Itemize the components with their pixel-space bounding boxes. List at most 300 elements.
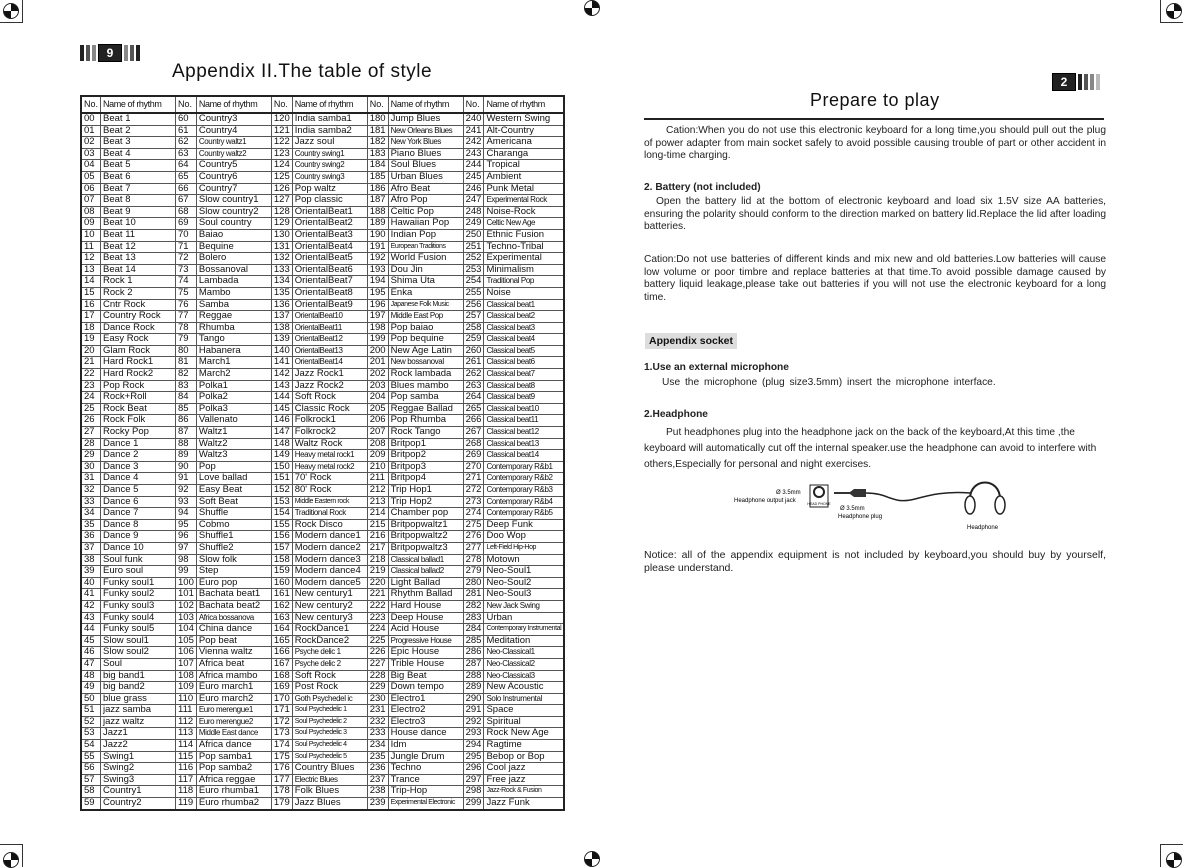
style-number-cell: 14 (81, 276, 101, 288)
style-number-cell: 154 (271, 508, 292, 520)
registration-mark-bottom (584, 851, 600, 867)
style-number-cell: 247 (463, 195, 484, 207)
style-number-cell: 285 (463, 635, 484, 647)
style-name-cell: Techno (388, 763, 463, 775)
style-name-cell: Western Swing (484, 113, 564, 125)
style-name-cell: OrientalBeat9 (292, 299, 367, 311)
style-name-cell: Pop bequine (388, 334, 463, 346)
style-number-cell: 95 (176, 519, 197, 531)
style-name-cell: World Fusion (388, 253, 463, 265)
style-name-cell: Contemporary Instrumental (484, 624, 564, 636)
style-number-cell: 101 (176, 589, 197, 601)
style-name-cell: Alt-Country (484, 125, 564, 137)
style-name-cell: Funky soul5 (101, 624, 176, 636)
style-name-cell: Experimental Electronic (388, 798, 463, 810)
style-name-cell: Doo Wop (484, 531, 564, 543)
style-name-cell: Solo Instrumental (484, 693, 564, 705)
style-name-cell: Modern dance1 (292, 531, 367, 543)
style-number-cell: 88 (176, 438, 197, 450)
style-number-cell: 83 (176, 380, 197, 392)
style-name-cell: Classical beat7 (484, 369, 564, 381)
style-number-cell: 32 (81, 485, 101, 497)
style-name-cell: Africa reggae (196, 774, 271, 786)
style-name-cell: Beat 2 (101, 125, 176, 137)
style-name-cell: Ragtime (484, 740, 564, 752)
style-name-cell: Classical beat1 (484, 299, 564, 311)
style-name-cell: Celtic Pop (388, 206, 463, 218)
style-number-cell: 185 (367, 171, 388, 183)
style-number-cell: 228 (367, 670, 388, 682)
style-number-cell: 77 (176, 311, 197, 323)
style-number-cell: 231 (367, 705, 388, 717)
table-row (81, 229, 564, 241)
style-name-cell: Dance 10 (101, 542, 176, 554)
style-number-cell: 169 (271, 682, 292, 694)
style-name-cell: Dance 7 (101, 508, 176, 520)
style-number-cell: 162 (271, 600, 292, 612)
style-name-cell: Bossanoval (196, 264, 271, 276)
style-name-cell: Country Rock (101, 311, 176, 323)
style-name-cell: March1 (196, 357, 271, 369)
style-number-cell: 222 (367, 600, 388, 612)
style-name-cell: Classical beat10 (484, 403, 564, 415)
style-name-cell: Beat 10 (101, 218, 176, 230)
style-name-cell: Beat 13 (101, 253, 176, 265)
style-name-cell: Pop beat (196, 635, 271, 647)
style-number-cell: 23 (81, 380, 101, 392)
style-name-cell: New century2 (292, 600, 367, 612)
style-number-cell: 06 (81, 183, 101, 195)
style-name-cell: Psyche delic 1 (292, 647, 367, 659)
style-name-cell: Slow country1 (196, 195, 271, 207)
style-number-cell: 263 (463, 380, 484, 392)
style-number-cell: 233 (367, 728, 388, 740)
headphone-cable (866, 492, 970, 500)
style-name-cell: Britpopwaltz1 (388, 519, 463, 531)
style-number-cell: 90 (176, 461, 197, 473)
style-number-cell: 124 (271, 160, 292, 172)
style-number-cell: 186 (367, 183, 388, 195)
style-number-cell: 282 (463, 600, 484, 612)
style-number-cell: 278 (463, 554, 484, 566)
style-number-cell: 28 (81, 438, 101, 450)
style-number-cell: 292 (463, 716, 484, 728)
style-name-cell: Classical beat9 (484, 392, 564, 404)
style-number-cell: 145 (271, 403, 292, 415)
style-number-cell: 246 (463, 183, 484, 195)
style-number-cell: 103 (176, 612, 197, 624)
style-name-cell: Pop baiao (388, 322, 463, 334)
table-row (81, 612, 564, 624)
style-number-cell: 113 (176, 728, 197, 740)
style-name-cell: Country6 (196, 171, 271, 183)
style-number-cell: 297 (463, 774, 484, 786)
style-name-cell: Britpopwaltz2 (388, 531, 463, 543)
style-name-cell: Shuffle1 (196, 531, 271, 543)
table-row (81, 183, 564, 195)
appendix-socket-heading: Appendix socket (645, 333, 737, 349)
style-number-cell: 249 (463, 218, 484, 230)
style-name-cell: Classical beat11 (484, 415, 564, 427)
style-number-cell: 281 (463, 589, 484, 601)
style-name-cell: Step (196, 566, 271, 578)
table-row (81, 241, 564, 253)
style-name-cell: Pop samba2 (196, 763, 271, 775)
style-name-cell: Celtic New Age (484, 218, 564, 230)
style-name-cell: Deep Funk (484, 519, 564, 531)
style-name-cell: Jazz-Rock & Fusion (484, 786, 564, 798)
style-number-cell: 49 (81, 682, 101, 694)
style-number-cell: 274 (463, 508, 484, 520)
style-name-cell: New Orleans Blues (388, 125, 463, 137)
style-name-cell: Soul (101, 658, 176, 670)
style-number-cell: 93 (176, 496, 197, 508)
style-name-cell: New century3 (292, 612, 367, 624)
style-name-cell: Bebop or Bop (484, 751, 564, 763)
style-name-cell: Modern dance3 (292, 554, 367, 566)
style-name-cell: Pop classic (292, 195, 367, 207)
style-number-cell: 238 (367, 786, 388, 798)
style-number-cell: 271 (463, 473, 484, 485)
table-row (81, 171, 564, 183)
style-number-cell: 01 (81, 125, 101, 137)
style-number-cell: 117 (176, 774, 197, 786)
style-name-cell: Soul Psychedelic 3 (292, 728, 367, 740)
style-name-cell: Motown (484, 554, 564, 566)
style-number-cell: 265 (463, 403, 484, 415)
style-number-cell: 184 (367, 160, 388, 172)
style-name-cell: Classical beat2 (484, 311, 564, 323)
style-name-cell: Polka2 (196, 392, 271, 404)
style-number-cell: 221 (367, 589, 388, 601)
style-name-cell: Britpop4 (388, 473, 463, 485)
style-number-cell: 213 (367, 496, 388, 508)
table-row (81, 369, 564, 381)
style-number-cell: 70 (176, 229, 197, 241)
style-number-cell: 51 (81, 705, 101, 717)
style-number-cell: 206 (367, 415, 388, 427)
style-number-cell: 110 (176, 693, 197, 705)
style-number-cell: 253 (463, 264, 484, 276)
style-number-cell: 30 (81, 461, 101, 473)
style-number-cell: 133 (271, 264, 292, 276)
caution-batteries: Cation:Do not use batteries of different kinds and mix new and old batteries.Low batteries will cause low volume or poor timbre and replace batteries at that time.To avoid possible damage caused by battery liquid leakage,please take out batteries if you will not use the electronic keyboard for a long time. (644, 254, 1106, 303)
style-name-cell: Dance Rock (101, 322, 176, 334)
style-name-cell: OrientalBeat6 (292, 264, 367, 276)
style-name-cell: Contemporary R&b4 (484, 496, 564, 508)
style-number-cell: 190 (367, 229, 388, 241)
style-number-cell: 73 (176, 264, 197, 276)
table-row (81, 485, 564, 497)
style-number-cell: 129 (271, 218, 292, 230)
style-number-cell: 108 (176, 670, 197, 682)
style-number-cell: 147 (271, 427, 292, 439)
style-name-cell: Beat 9 (101, 206, 176, 218)
style-name-cell: Soft Rock (292, 392, 367, 404)
table-row (81, 160, 564, 172)
style-name-cell: Pop (196, 461, 271, 473)
style-name-cell: Space (484, 705, 564, 717)
style-number-cell: 177 (271, 774, 292, 786)
style-number-cell: 200 (367, 345, 388, 357)
style-name-cell: Soul Psychedelic 1 (292, 705, 367, 717)
style-number-cell: 299 (463, 798, 484, 810)
style-name-cell: Soul Psychedelic 4 (292, 740, 367, 752)
style-number-cell: 218 (367, 554, 388, 566)
style-name-cell: Dance 5 (101, 485, 176, 497)
style-name-cell: Waltz3 (196, 450, 271, 462)
style-name-cell: Blues mambo (388, 380, 463, 392)
header-name-of-rhythm: Name of rhythm (101, 96, 176, 113)
style-name-cell: Lambada (196, 276, 271, 288)
style-name-cell: Spiritual (484, 716, 564, 728)
style-name-cell: Slow soul2 (101, 647, 176, 659)
header-name-of-rhythm: Name of rhythm (292, 96, 367, 113)
style-number-cell: 109 (176, 682, 197, 694)
style-name-cell: 80' Rock (292, 485, 367, 497)
jack-socket-icon (814, 487, 824, 497)
style-name-cell: Soul funk (101, 554, 176, 566)
style-number-cell: 248 (463, 206, 484, 218)
style-number-cell: 64 (176, 160, 197, 172)
style-number-cell: 157 (271, 542, 292, 554)
style-name-cell: Reggae Ballad (388, 403, 463, 415)
style-name-cell: Folkrock2 (292, 427, 367, 439)
style-number-cell: 165 (271, 635, 292, 647)
style-name-cell: Country1 (101, 786, 176, 798)
style-name-cell: RockDance2 (292, 635, 367, 647)
style-name-cell: Rock Beat (101, 403, 176, 415)
style-number-cell: 76 (176, 299, 197, 311)
style-name-cell: Left-Field Hip-Hop (484, 542, 564, 554)
style-number-cell: 280 (463, 577, 484, 589)
style-name-cell: OrientalBeat12 (292, 334, 367, 346)
style-name-cell: New bossanoval (388, 357, 463, 369)
style-number-cell: 202 (367, 369, 388, 381)
style-number-cell: 130 (271, 229, 292, 241)
style-name-cell: Euro rhumba1 (196, 786, 271, 798)
jack-size-label: Ø 3.5mm (776, 490, 801, 496)
style-number-cell: 91 (176, 473, 197, 485)
style-number-cell: 57 (81, 774, 101, 786)
style-number-cell: 153 (271, 496, 292, 508)
style-number-cell: 258 (463, 322, 484, 334)
style-number-cell: 48 (81, 670, 101, 682)
table-row (81, 357, 564, 369)
table-row (81, 554, 564, 566)
style-name-cell: Modern dance5 (292, 577, 367, 589)
style-name-cell: Country waltz1 (196, 137, 271, 149)
style-number-cell: 243 (463, 148, 484, 160)
style-name-cell: Africa dance (196, 740, 271, 752)
style-name-cell: OrientalBeat3 (292, 229, 367, 241)
style-name-cell: Soul Blues (388, 160, 463, 172)
style-number-cell: 37 (81, 542, 101, 554)
style-number-cell: 279 (463, 566, 484, 578)
table-row (81, 728, 564, 740)
style-name-cell: Post Rock (292, 682, 367, 694)
style-name-cell: Euro march2 (196, 693, 271, 705)
style-number-cell: 293 (463, 728, 484, 740)
style-number-cell: 10 (81, 229, 101, 241)
style-name-cell: Easy Beat (196, 485, 271, 497)
style-name-cell: Dance 1 (101, 438, 176, 450)
style-number-cell: 266 (463, 415, 484, 427)
style-name-cell: Dance 8 (101, 519, 176, 531)
style-number-cell: 284 (463, 624, 484, 636)
header-name-of-rhythm: Name of rhythm (484, 96, 564, 113)
style-name-cell: Funky soul1 (101, 577, 176, 589)
style-number-cell: 20 (81, 345, 101, 357)
style-name-cell: Electro3 (388, 716, 463, 728)
style-number-cell: 283 (463, 612, 484, 624)
table-row (81, 195, 564, 207)
style-name-cell: Country swing1 (292, 148, 367, 160)
style-name-cell: Dance 9 (101, 531, 176, 543)
style-number-cell: 27 (81, 427, 101, 439)
table-row (81, 670, 564, 682)
style-number-cell: 112 (176, 716, 197, 728)
style-number-cell: 04 (81, 160, 101, 172)
style-name-cell: Big Beat (388, 670, 463, 682)
style-name-cell: Jazz Blues (292, 798, 367, 810)
style-number-cell: 141 (271, 357, 292, 369)
style-number-cell: 45 (81, 635, 101, 647)
style-name-cell: Soft Rock (292, 670, 367, 682)
style-number-cell: 146 (271, 415, 292, 427)
style-number-cell: 98 (176, 554, 197, 566)
style-name-cell: Jazz Rock2 (292, 380, 367, 392)
style-name-cell: Cool jazz (484, 763, 564, 775)
style-name-cell: Folkrock1 (292, 415, 367, 427)
style-name-cell: Noise-Rock (484, 206, 564, 218)
style-name-cell: Urban Blues (388, 171, 463, 183)
style-number-cell: 31 (81, 473, 101, 485)
style-name-cell: New century1 (292, 589, 367, 601)
style-name-cell: Jazz2 (101, 740, 176, 752)
style-number-cell: 254 (463, 276, 484, 288)
style-name-cell: Slow folk (196, 554, 271, 566)
style-name-cell: Reggae (196, 311, 271, 323)
style-number-cell: 255 (463, 287, 484, 299)
page-number: 9 (98, 44, 122, 62)
table-row (81, 798, 564, 810)
style-name-cell: Africa bossanova (196, 612, 271, 624)
style-name-cell: Classical beat3 (484, 322, 564, 334)
style-name-cell: Beat 6 (101, 171, 176, 183)
style-name-cell: Funky soul2 (101, 589, 176, 601)
style-number-cell: 216 (367, 531, 388, 543)
style-number-cell: 74 (176, 276, 197, 288)
style-number-cell: 35 (81, 519, 101, 531)
style-number-cell: 142 (271, 369, 292, 381)
style-number-cell: 12 (81, 253, 101, 265)
style-number-cell: 92 (176, 485, 197, 497)
title-rule (644, 118, 1104, 120)
style-number-cell: 08 (81, 206, 101, 218)
table-row (81, 427, 564, 439)
style-number-cell: 234 (367, 740, 388, 752)
style-number-cell: 181 (367, 125, 388, 137)
table-row (81, 740, 564, 752)
table-row (81, 635, 564, 647)
style-number-cell: 39 (81, 566, 101, 578)
table-row (81, 276, 564, 288)
style-name-cell: Traditional Pop (484, 276, 564, 288)
style-name-cell: jazz waltz (101, 716, 176, 728)
style-name-cell: Baiao (196, 229, 271, 241)
style-number-cell: 134 (271, 276, 292, 288)
style-name-cell: Neo-Soul3 (484, 589, 564, 601)
style-name-cell: OrientalBeat14 (292, 357, 367, 369)
style-number-cell: 123 (271, 148, 292, 160)
style-name-cell: Waltz Rock (292, 438, 367, 450)
style-number-cell: 212 (367, 485, 388, 497)
style-number-cell: 67 (176, 195, 197, 207)
jack-marking: HEAD PHONE (807, 502, 831, 506)
style-number-cell: 272 (463, 485, 484, 497)
style-number-cell: 152 (271, 485, 292, 497)
style-number-cell: 139 (271, 334, 292, 346)
style-name-cell: Classical beat5 (484, 345, 564, 357)
style-name-cell: Trip Hop1 (388, 485, 463, 497)
style-number-cell: 223 (367, 612, 388, 624)
header-no: No. (463, 96, 484, 113)
table-row (81, 682, 564, 694)
table-row (81, 566, 564, 578)
style-name-cell: Minimalism (484, 264, 564, 276)
table-header-row (81, 96, 564, 113)
style-name-cell: OrientalBeat13 (292, 345, 367, 357)
style-name-cell: Middle East Pop (388, 311, 463, 323)
style-number-cell: 132 (271, 253, 292, 265)
headphone-plug-icon (834, 489, 866, 497)
style-number-cell: 114 (176, 740, 197, 752)
style-number-cell: 36 (81, 531, 101, 543)
style-name-cell: Dance 6 (101, 496, 176, 508)
style-name-cell: Euro march1 (196, 682, 271, 694)
page-number: 2 (1052, 73, 1076, 91)
style-name-cell: Slow soul1 (101, 635, 176, 647)
style-number-cell: 100 (176, 577, 197, 589)
style-number-cell: 219 (367, 566, 388, 578)
style-name-cell: China dance (196, 624, 271, 636)
notice-text: Notice: all of the appendix equipment is not included by keyboard,you should buy by yourself, please understand. (644, 549, 1106, 574)
jack-label: Headphone output jack (734, 498, 796, 504)
style-number-cell: 167 (271, 658, 292, 670)
style-name-cell: Rock+Roll (101, 392, 176, 404)
style-number-cell: 289 (463, 682, 484, 694)
style-name-cell: OrientalBeat1 (292, 206, 367, 218)
style-number-cell: 44 (81, 624, 101, 636)
registration-mark-top-left (3, 3, 19, 19)
style-number-cell: 276 (463, 531, 484, 543)
style-name-cell: Neo-Soul2 (484, 577, 564, 589)
style-name-cell: Ethnic Fusion (484, 229, 564, 241)
style-name-cell: Contemporary R&b2 (484, 473, 564, 485)
style-number-cell: 174 (271, 740, 292, 752)
style-name-cell: Electro1 (388, 693, 463, 705)
page-title-right: Prepare to play (810, 90, 940, 110)
style-number-cell: 251 (463, 241, 484, 253)
style-number-cell: 245 (463, 171, 484, 183)
style-number-cell: 75 (176, 287, 197, 299)
style-number-cell: 192 (367, 253, 388, 265)
style-number-cell: 178 (271, 786, 292, 798)
style-number-cell: 256 (463, 299, 484, 311)
style-name-cell: Glam Rock (101, 345, 176, 357)
style-name-cell: Rock Tango (388, 427, 463, 439)
